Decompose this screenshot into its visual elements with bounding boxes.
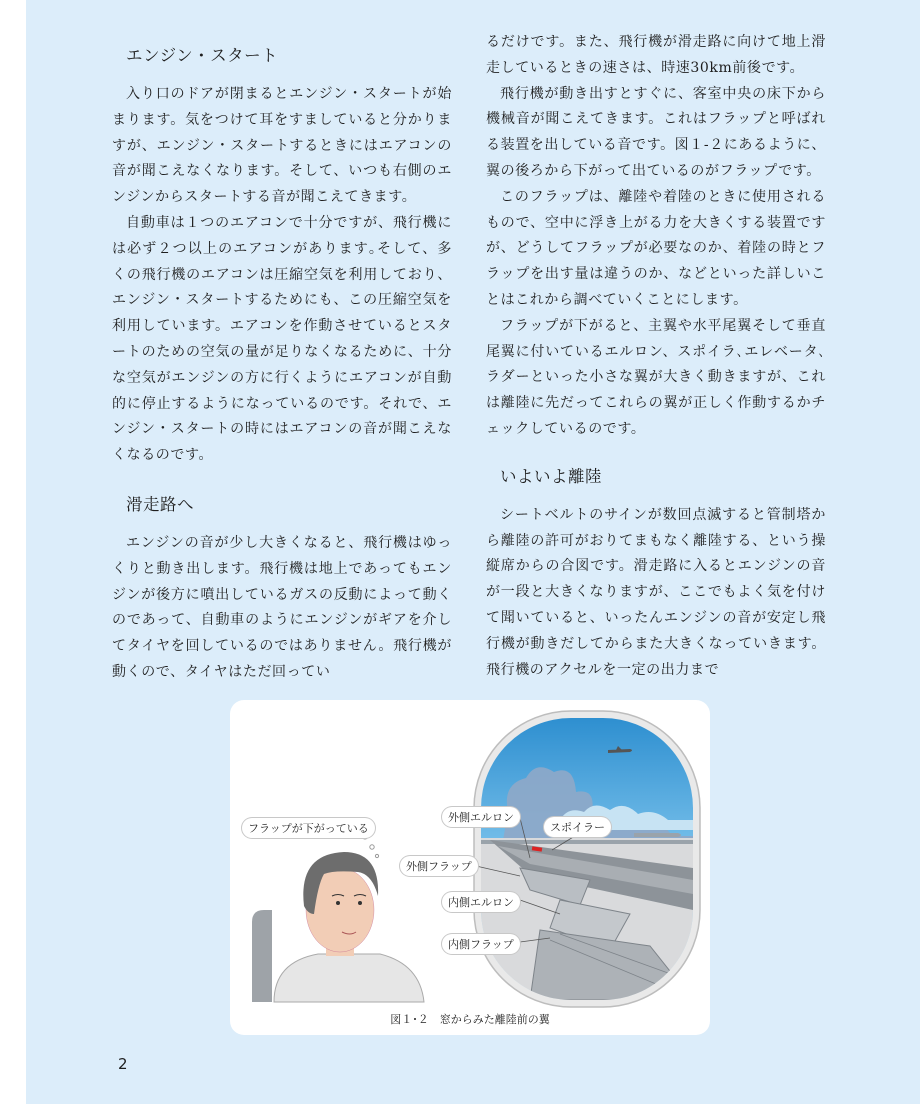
figure-caption: 図１･２ 窓からみた離陸前の翼 [390,1013,550,1026]
thought-bubble: フラップが下がっている [242,818,375,838]
label-spoiler: スポイラー [544,817,611,837]
left-column [112,28,452,686]
person-body [274,954,424,1002]
paragraph: 入り口のドアが閉まるとエンジン・スタートが始まります。気をつけて耳をすましていると分かりますが、エンジン・スタートするときにはエアコンの音が聞こえなくなります。そして、いつも右側のエンジンからスタートする音が聞こえてきます。 [112,86,452,206]
label-outer-aileron: 外側エルロン [442,807,520,827]
label-inner-flap: 内側フラップ [442,934,520,954]
label-inner-aileron: 内側エルロン [442,892,520,912]
paragraph: るだけです。また、飛行機が滑走路に向けて地上滑走しているときの速さは、時速30km前後です。 [486,34,826,76]
paragraph: フラップが下がると、主翼や水平尾翼そして垂直尾翼に付いているエルロン、スポイラ､エレベータ､ラダーといった小さな翼が大きく動きますが、これは離陸に先だってこれらの翼が正しく作動するかチェックしているのです。 [486,317,826,437]
heading-to-runway: 滑走路へ [126,494,194,514]
figure-1-2 [230,700,710,1035]
right-column [486,30,826,683]
distant-plane [634,833,681,837]
paragraph: 自動車は１つのエアコンで十分ですが、飛行機には必ず２つ以上のエアコンがあります｡そして、多くの飛行機のエアコンは圧縮空気を利用しており、エンジン・スタートするためにも、この圧縮空気を利用しています。エアコンを作動させているとスタートのための空気の量が足りなくなるために、十分な空気がエンジンの方に行くようにエアコンが自動的に停止するようになっているのです。それで、エンジン・スタートの時にはエアコンの音が聞こえなくなるのです。 [112,214,452,464]
heading-engine-start: エンジン・スタート [126,46,279,65]
seat [252,910,272,1002]
heading-takeoff: いよいよ離陸 [500,466,602,486]
paragraph: シートベルトのサインが数回点滅すると管制塔から離陸の許可がおりてまもなく離陸する、という操縦席からの合図です。滑走路に入るとエンジンの音が一段と大きくなりますが、ここでもよく気を付けて聞いていると、いったんエンジンの音が安定し飛行機が動きだしてからまた大きくなっていきます。飛行機のアクセルを一定の出力まで [486,506,826,678]
paragraph: エンジンの音が少し大きくなると、飛行機はゆっくりと動き出します。飛行機は地上であってもエンジンが後方に噴出しているガスの反動によって動くのであって、自動車のようにエンジンがギアを介してタイヤを回しているのではありません。飛行機が動くので、タイヤはただ回ってい [112,534,452,680]
page-number: 2 [118,1055,128,1073]
paragraph: 飛行機が動き出すとすぐに、客室中央の床下から機械音が聞こえてきます。これはフラップと呼ばれる装置を出している音です。図１-２にあるように、翼の後ろから下がって出ているのがフラップです。 [486,85,827,179]
label-outer-flap: 外側フラップ [400,856,478,876]
paragraph: このフラップは、離陸や着陸のときに使用されるもので、空中に浮き上がる力を大きくする装置ですが、どうしてフラップが必要なのか、着陸の時とフラップを出す量は違うのか、などといった詳しいことはこれから調べていくことにします。 [486,188,826,308]
